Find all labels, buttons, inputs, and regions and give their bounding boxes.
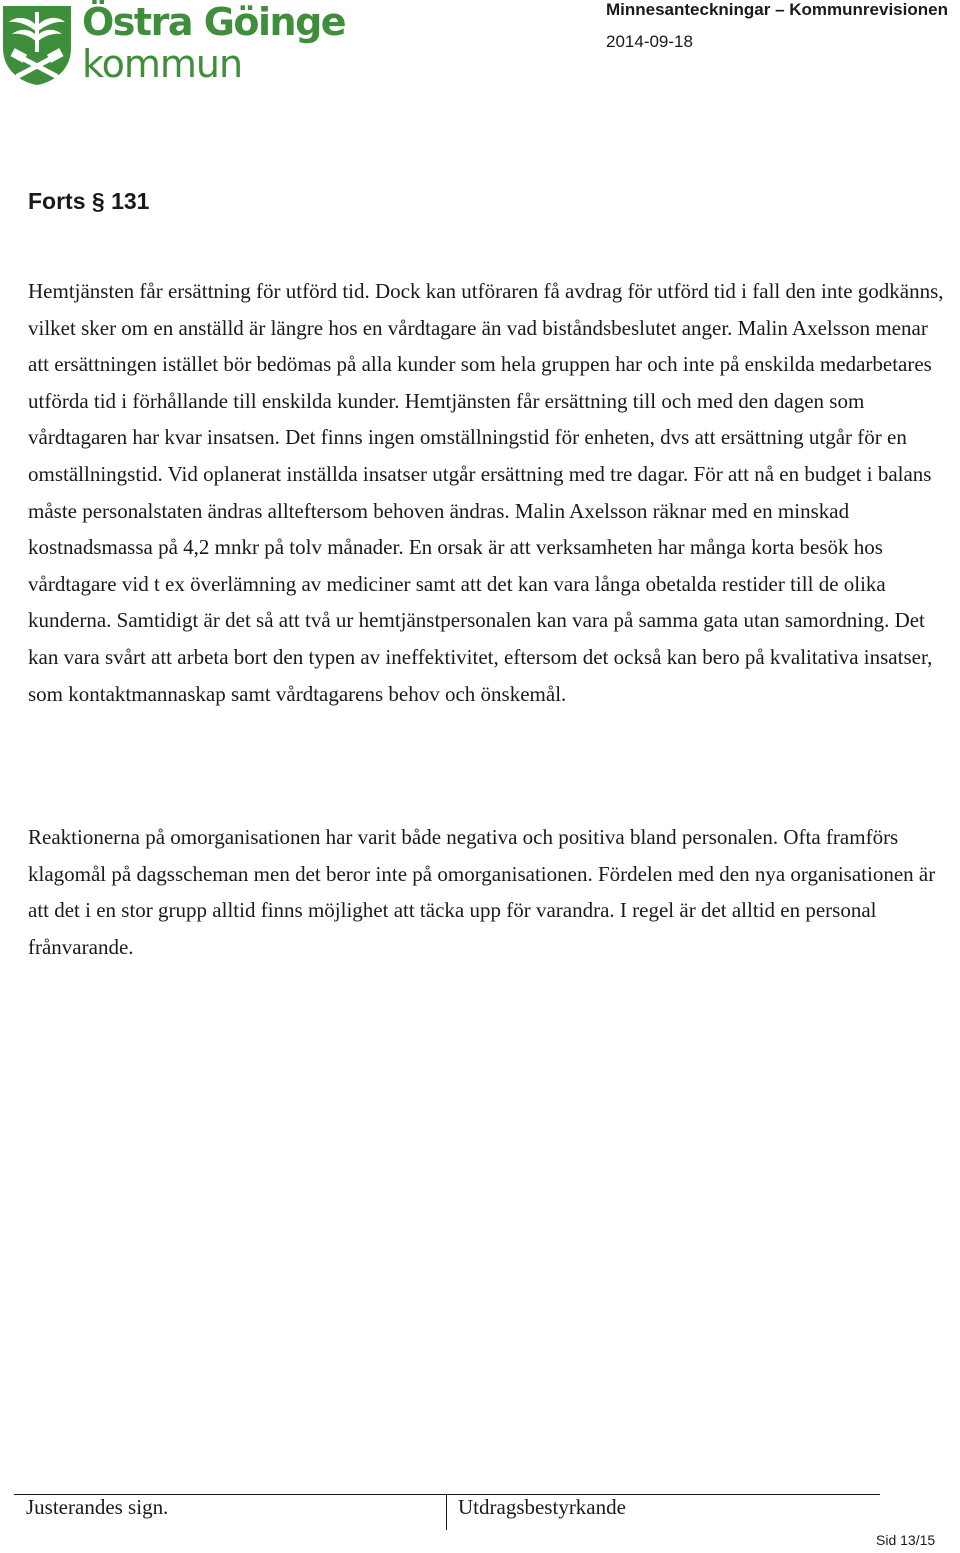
municipality-logo — [0, 0, 346, 88]
document-title: Minnesanteckningar – Kommunrevisionen — [606, 0, 948, 19]
footer-divider — [446, 1494, 447, 1530]
section-heading: Forts § 131 — [28, 188, 150, 214]
document-date: 2014-09-18 — [606, 32, 693, 51]
body-paragraph: Hemtjänsten får ersättning för utförd tid. Dock kan utföraren få avdrag för utförd tid i fall den inte godkänns, vilket sker om en anställd är längre hos en vårdtagare än vad biståndsbeslutet anger. Malin Axelsson menar att ersättningen istället bör bedömas på alla kunder som hela gruppen har och inte på enskilda medarbetares utförda tid i förhållande till enskilda kunder. Hemtjänsten får ersättning till och med den dagen som vårdtagaren har kvar insatsen. Det finns ingen omställningstid för enheten, dvs att ersättning utgår för en omställningstid. Vid oplanerat inställda insatser utgår ersättning med tre dagar. För att nå en budget i balans måste personalstaten ändras allteftersom behoven ändras. Malin Axelsson räknar med en minskad kostnadsmassa på 4,2 mnkr på tolv månader. En orsak är att verksamheten har många korta besök hos vårdtagare vid t ex överlämning av mediciner samt att det kan vara långa obetalda restider till de olika kunderna. Samtidigt är det så att två ur hemtjänstpersonalen kan vara på samma gata utan samordning. Det kan vara svårt att arbeta bort den typen av ineffektivitet, eftersom det också kan bero på kvalitativa insatser, som kontaktmannaskap samt vårdtagarens behov och önskemål. — [28, 279, 944, 706]
signature-field-label: Justerandes sign. — [26, 1495, 169, 1519]
certification-field-label: Utdragsbestyrkande — [458, 1495, 626, 1519]
logo-subtitle: kommun — [82, 42, 243, 86]
body-paragraph: Reaktionerna på omorganisationen har varit både negativa och positiva bland personalen. Ofta framförs klagomål på dagsscheman men det beror inte på omorganisationen. Fördelen med den nya organisationen är att det i en stor grupp alltid finns möjlighet att täcka upp för varandra. I regel är det alltid en personal frånvarande. — [28, 825, 936, 959]
page-number: Sid 13/15 — [876, 1532, 936, 1548]
coat-of-arms-icon — [0, 4, 74, 86]
logo-name: Östra Göinge — [82, 0, 346, 44]
